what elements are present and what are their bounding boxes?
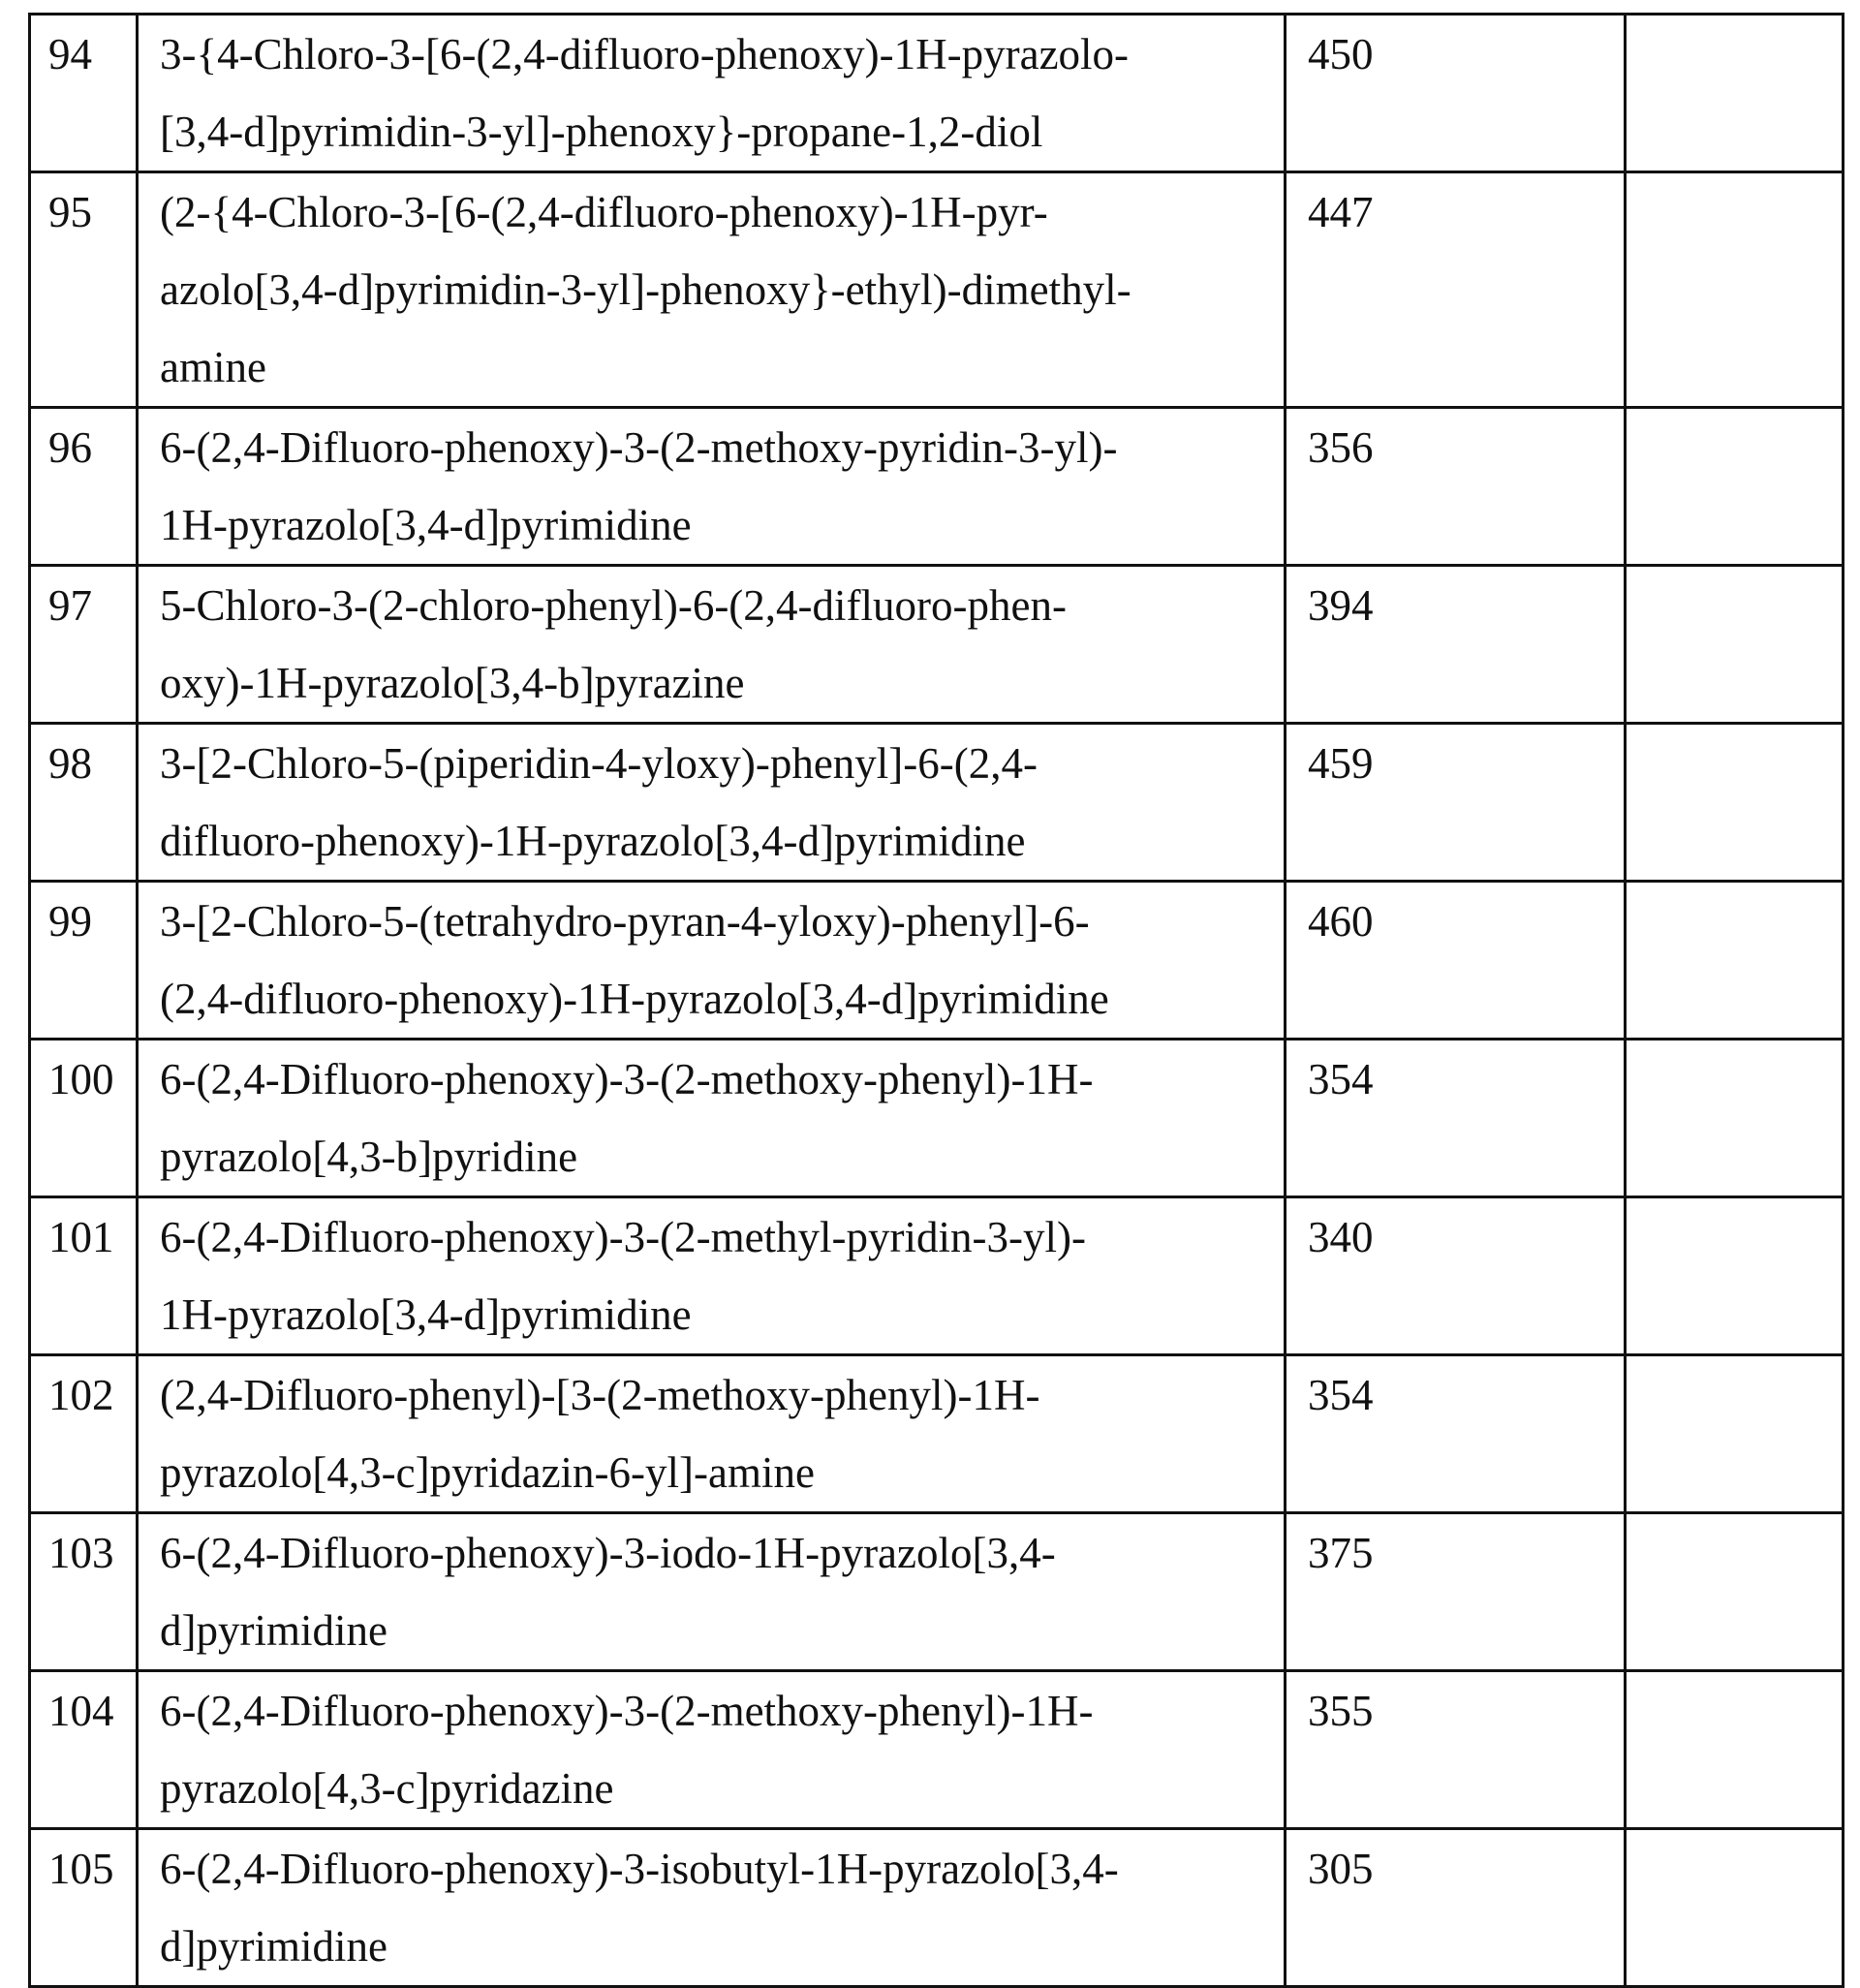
compound-name: 3-{4-Chloro-3-[6-(2,4-difluoro-phenoxy)-1H-pyrazolo- [3,4-d]pyrimidin-3-yl]-phenoxy}-propane-1,2-diol — [138, 15, 1286, 172]
extra-cell — [1626, 15, 1844, 172]
compound-name: (2,4-Difluoro-phenyl)-[3-(2-methoxy-phenyl)-1H- pyrazolo[4,3-c]pyridazin-6-yl]-amine — [138, 1355, 1286, 1513]
mass-value: 459 — [1286, 724, 1626, 882]
table-row — [30, 172, 1844, 408]
table-row — [30, 1355, 1844, 1513]
compound-number: 101 — [30, 1197, 138, 1355]
extra-cell — [1626, 1671, 1844, 1829]
compound-number: 102 — [30, 1355, 138, 1513]
compound-number: 104 — [30, 1671, 138, 1829]
mass-value: 354 — [1286, 1355, 1626, 1513]
table-row — [30, 1197, 1844, 1355]
compound-name: 6-(2,4-Difluoro-phenoxy)-3-(2-methyl-pyridin-3-yl)- 1H-pyrazolo[3,4-d]pyrimidine — [138, 1197, 1286, 1355]
extra-cell — [1626, 408, 1844, 566]
compound-name: 5-Chloro-3-(2-chloro-phenyl)-6-(2,4-difluoro-phen- oxy)-1H-pyrazolo[3,4-b]pyrazine — [138, 566, 1286, 724]
mass-value: 447 — [1286, 172, 1626, 408]
extra-cell — [1626, 1040, 1844, 1197]
mass-value: 340 — [1286, 1197, 1626, 1355]
mass-value: 375 — [1286, 1513, 1626, 1671]
table-row — [30, 566, 1844, 724]
mass-value: 355 — [1286, 1671, 1626, 1829]
table-row — [30, 1513, 1844, 1671]
compound-name: 6-(2,4-Difluoro-phenoxy)-3-(2-methoxy-phenyl)-1H- pyrazolo[4,3-c]pyridazine — [138, 1671, 1286, 1829]
compound-name: 6-(2,4-Difluoro-phenoxy)-3-isobutyl-1H-pyrazolo[3,4- d]pyrimidine — [138, 1829, 1286, 1987]
table-row — [30, 1829, 1844, 1987]
extra-cell — [1626, 1355, 1844, 1513]
table-row — [30, 882, 1844, 1040]
compound-number: 103 — [30, 1513, 138, 1671]
extra-cell — [1626, 172, 1844, 408]
compound-table-body — [30, 15, 1844, 1987]
compound-number: 99 — [30, 882, 138, 1040]
compound-number: 98 — [30, 724, 138, 882]
mass-value: 394 — [1286, 566, 1626, 724]
mass-value: 305 — [1286, 1829, 1626, 1987]
compound-number: 95 — [30, 172, 138, 408]
compound-name: (2-{4-Chloro-3-[6-(2,4-difluoro-phenoxy)-1H-pyr- azolo[3,4-d]pyrimidin-3-yl]-phenoxy}-ethyl)-dimethyl- amine — [138, 172, 1286, 408]
table-row — [30, 408, 1844, 566]
table-row — [30, 1671, 1844, 1829]
extra-cell — [1626, 882, 1844, 1040]
compound-number: 105 — [30, 1829, 138, 1987]
extra-cell — [1626, 1197, 1844, 1355]
compound-table — [28, 13, 1844, 1988]
compound-number: 96 — [30, 408, 138, 566]
extra-cell — [1626, 724, 1844, 882]
mass-value: 450 — [1286, 15, 1626, 172]
extra-cell — [1626, 566, 1844, 724]
mass-value: 356 — [1286, 408, 1626, 566]
mass-value: 460 — [1286, 882, 1626, 1040]
table-row — [30, 1040, 1844, 1197]
compound-number: 100 — [30, 1040, 138, 1197]
compound-name: 6-(2,4-Difluoro-phenoxy)-3-(2-methoxy-pyridin-3-yl)- 1H-pyrazolo[3,4-d]pyrimidine — [138, 408, 1286, 566]
compound-name: 3-[2-Chloro-5-(tetrahydro-pyran-4-yloxy)-phenyl]-6- (2,4-difluoro-phenoxy)-1H-pyrazolo[3,4-d]pyrimidine — [138, 882, 1286, 1040]
extra-cell — [1626, 1513, 1844, 1671]
extra-cell — [1626, 1829, 1844, 1987]
compound-number: 97 — [30, 566, 138, 724]
compound-name: 6-(2,4-Difluoro-phenoxy)-3-(2-methoxy-phenyl)-1H- pyrazolo[4,3-b]pyridine — [138, 1040, 1286, 1197]
compound-name: 6-(2,4-Difluoro-phenoxy)-3-iodo-1H-pyrazolo[3,4- d]pyrimidine — [138, 1513, 1286, 1671]
compound-number: 94 — [30, 15, 138, 172]
table-row — [30, 15, 1844, 172]
table-row — [30, 724, 1844, 882]
compound-name: 3-[2-Chloro-5-(piperidin-4-yloxy)-phenyl]-6-(2,4- difluoro-phenoxy)-1H-pyrazolo[3,4-d]pyrimidine — [138, 724, 1286, 882]
mass-value: 354 — [1286, 1040, 1626, 1197]
